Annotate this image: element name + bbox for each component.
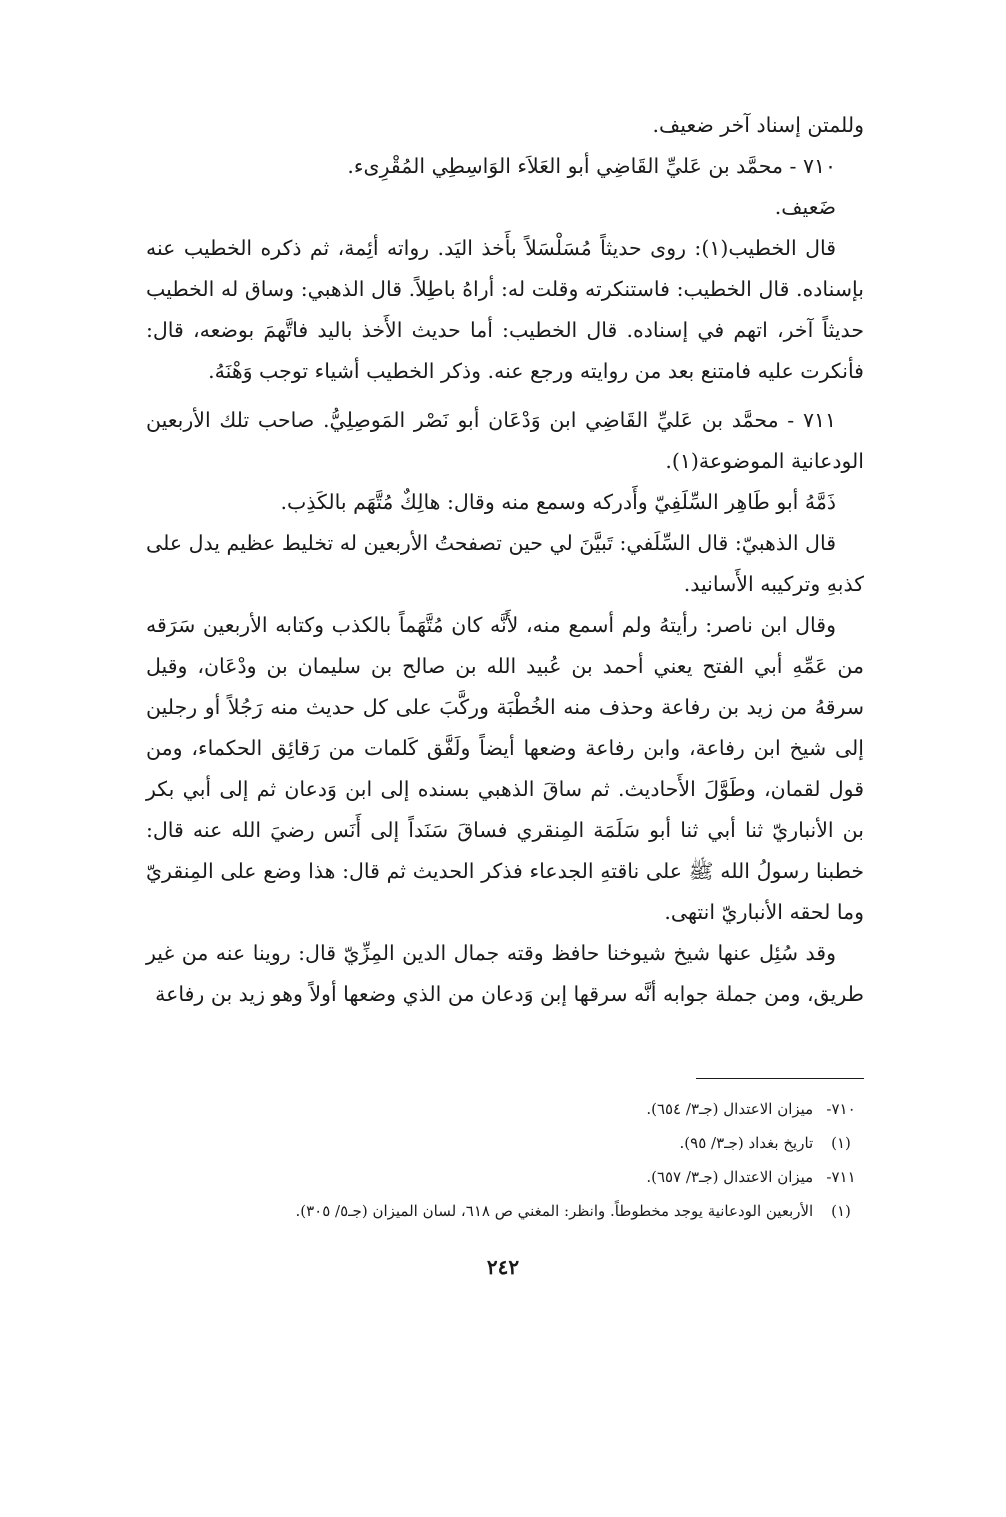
entry-710-grade: ضَعيف. bbox=[774, 195, 836, 219]
footnote-text: تاريخ بغداد (جـ٣/ ٩٥). bbox=[679, 1134, 814, 1152]
footnote-number: (١) bbox=[831, 1134, 851, 1152]
footnote bbox=[146, 1194, 864, 1228]
footnote-number: ٧١٠- bbox=[826, 1100, 856, 1118]
footnote-text: ميزان الاعتدال (جـ٣/ ٦٥٧). bbox=[646, 1168, 814, 1186]
entry-711-mizzi: وقد سُئِل عنها شيخ شيوخنا حافظ وقته جمال الدين المِزِّيّ قال: روينا عنه من غير طريق، ومن جملة جوابه أنَّه سرقها إبن وَدعان من الذي وضعها أولاً وهو زيد بن رفاعة bbox=[146, 941, 864, 1006]
footnote bbox=[146, 1092, 864, 1126]
footnotes bbox=[146, 1092, 864, 1228]
entry-710-heading: ٧١٠ - محمَّد بن عَليِّ القَاضِي أبو العَلاَء الوَاسِطِي المُقْرِىء. bbox=[347, 154, 836, 178]
entry-711-ibn-nasir: وقال ابن ناصر: رأيتهُ ولم أسمع منه، لأَنَّه كان مُتَّهَماً بالكذب وكتابه الأربعين سَرَقه من عَمِّهِ أبي الفتح يعني أحمد بن عُبيد الله بن صالح بن سليمان بن ودْعَان، وقيل سرقهُ من زيد بن رفاعة وحذف منه الخُطْبَة وركَّبَ على كل حديث منه رَجُلاً أو رجلين إلى شيخ ابن رفاعة، وابن رفاعة وضعها أيضاً ولَفَّق كَلمات من رَقائِق الحكماء، ومن قول لقمان، وطَوَّلَ الأَحاديث. ثم ساقَ الذهبي بسنده إلى ابن وَدعان ثم إلى أبي بكر بن الأنباريّ ثنا أبي ثنا أبو سَلَمَة المِنقري فساقَ سَنَداً إلى أَنَس رضيَ الله عنه قال: خطبنا رسولُ الله ﷺ على ناقتهِ الجدعاء فذكر الحديث ثم قال: هذا وضع على المِنقريّ وما لحقه الأنباريّ انتهى. bbox=[146, 613, 864, 924]
entry-711-dhahabi: قال الذهبيّ: قال السِّلَفي: تَبيَّنَ لي حين تصفحتُ الأربعين له تخليط عظيم يدل على كذبهِ وتركيبه الأَسانيد. bbox=[146, 531, 864, 596]
footnote-text: ميزان الاعتدال (جـ٣/ ٦٥٤). bbox=[646, 1100, 814, 1118]
entry-710-text: قال الخطيب(١): روى حديثاً مُسَلْسَلاً بأَخذ اليَد. رواته أئِمة، ثم ذكره الخطيب عنه بإسناده. قال الخطيب: فاستنكرته وقلت له: أراهُ باطِلاً. قال الذهبي: وساق له الخطيب حديثاً آخر، اتهم في إسناده. قال الخطيب: أما حديث الأَخذ باليد فاتَّهمَ بوضعه، قال: فأنكرت عليه فامتنع بعد من روايته ورجع عنه. وذكر الخطيب أشياء توجب وَهْنَهُ. bbox=[146, 236, 864, 383]
footnote-text: الأربعين الودعانية يوجد مخطوطاً. وانظر: المغني ص ٦١٨، لسان الميزان (جـ٥/ ٣٠٥). bbox=[295, 1202, 814, 1220]
entry-711-dhamm: ذَمَّهُ أبو طَاهِر السِّلَفِيّ وأَدركه وسمع منه وقال: هالِكٌ مُتَّهَم بالكَذِب. bbox=[280, 490, 836, 514]
page-body bbox=[146, 105, 864, 1015]
footnote-number: ٧١١- bbox=[826, 1168, 856, 1186]
paragraph-alternate-chain: وللمتن إسناد آخر ضعيف. bbox=[652, 113, 864, 137]
page-number: ٢٤٢ bbox=[486, 1255, 520, 1279]
footnote bbox=[146, 1160, 864, 1194]
entry-711-heading: ٧١١ - محمَّد بن عَليِّ القَاضِي ابن وَدْعَان أبو نَصْر المَوصِلِيُّ. صاحب تلك الأربعين الودعانية الموضوعة(١). bbox=[146, 408, 864, 473]
footnote-divider bbox=[696, 1078, 864, 1079]
footnote-number: (١) bbox=[831, 1202, 851, 1220]
footnote bbox=[146, 1126, 864, 1160]
